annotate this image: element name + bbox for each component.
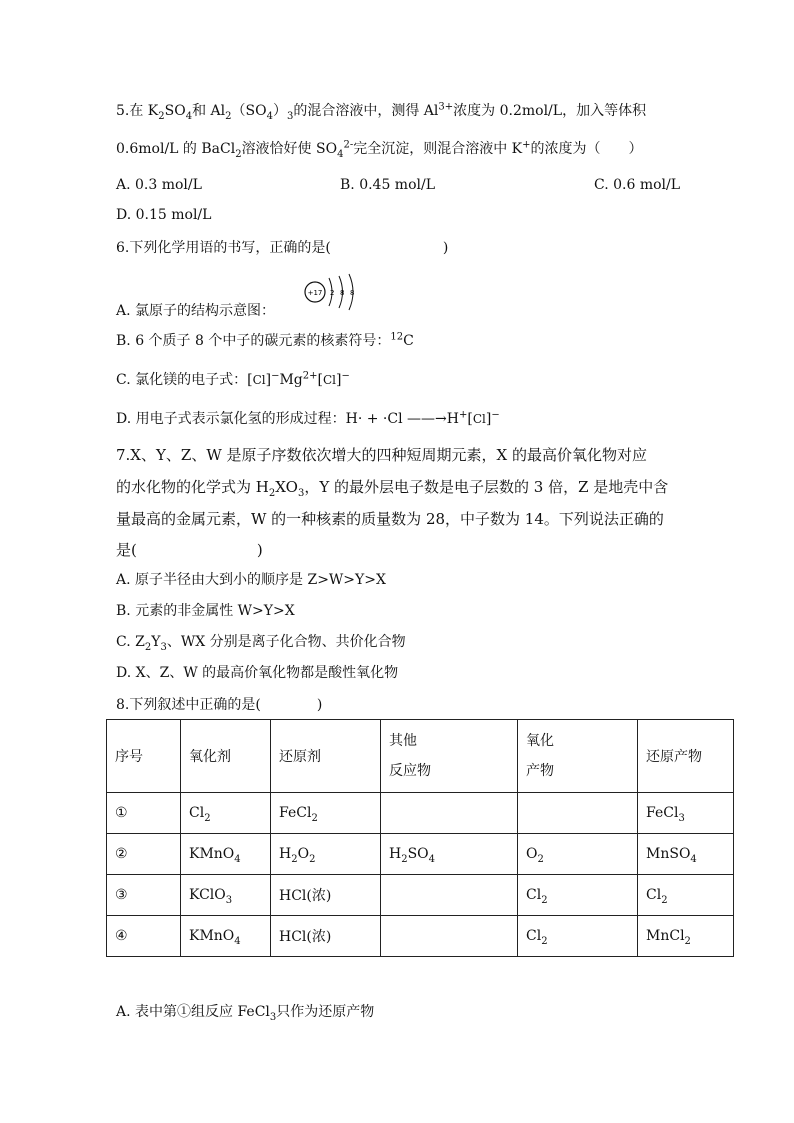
q6-option-d: D. 用电子式表示氯化氢的形成过程：H· + ·Cl ——→H+[Cl]− xyxy=(116,409,500,427)
header-other-reactants: 其他 反应物 xyxy=(381,720,518,793)
table-cell: ② xyxy=(107,834,181,875)
q5-line2: 0.6mol/L 的 BaCl$_2$溶液恰好使 $SO_4^{2-}$完全沉淀，则混合溶液中 K+的浓度为（ ） xyxy=(116,139,643,160)
q7-option-c: C. $Z_2Y_3$、WX 分别是离子化合物、共价化合物 xyxy=(116,634,406,653)
table-header-row xyxy=(107,720,734,793)
table-cell: HCl(浓) xyxy=(271,875,381,916)
header-reductant: 还原剂 xyxy=(271,720,381,793)
table-cell xyxy=(381,875,518,916)
reaction-table xyxy=(106,719,734,957)
q7-line2: 的水化物的化学式为 $H_2XO_3$，Y 的最外层电子数是电子层数的 3 倍，Z 是地壳中含 xyxy=(116,478,669,499)
table-cell: $Cl_2$ xyxy=(181,793,271,834)
table-cell: ① xyxy=(107,793,181,834)
table-cell: ③ xyxy=(107,875,181,916)
q5-option-a: A. 0.3 mol/L xyxy=(116,177,202,193)
table-cell: KClO$_3$ xyxy=(181,875,271,916)
table-cell: ④ xyxy=(107,916,181,957)
table-cell: KMnO$_4$ xyxy=(181,916,271,957)
q8-option-a: A. 表中第①组反应 FeCl$_3$只作为还原产物 xyxy=(116,1004,375,1023)
header-oxidation-product: 氧化 产物 xyxy=(518,720,638,793)
shell-1-count: 2 xyxy=(330,289,335,297)
q7-line4: 是( ) xyxy=(116,541,263,559)
table-cell: $H_2SO_4$ xyxy=(381,834,518,875)
table-cell xyxy=(381,916,518,957)
q7-option-d: D. X、Z、W 的最高价氧化物都是酸性氧化物 xyxy=(116,665,399,681)
table-cell: FeCl$_3$ xyxy=(638,793,734,834)
table-cell xyxy=(381,793,518,834)
table-cell: $Cl_2$ xyxy=(518,875,638,916)
table-cell: MnSO$_4$ xyxy=(638,834,734,875)
table-row xyxy=(107,793,734,834)
q5-option-b: B. 0.45 mol/L xyxy=(340,177,436,193)
table-row xyxy=(107,875,734,916)
q6-option-b: B. 6 个质子 8 个中子的碳元素的核素符号：$^{12}$C xyxy=(116,331,414,349)
header-index: 序号 xyxy=(107,720,181,793)
table-cell: $Cl_2$ xyxy=(518,916,638,957)
header-reduction-product: 还原产物 xyxy=(638,720,734,793)
header-oxidant: 氧化剂 xyxy=(181,720,271,793)
q8-stem: 8.下列叙述中正确的是( ) xyxy=(116,697,323,713)
q6-option-c: C. 氯化镁的电子式：$[Cl]^-Mg^{2+}[Cl]^-$ xyxy=(116,370,350,388)
table-cell: $O_2$ xyxy=(518,834,638,875)
q5-line1: 5.在 $K_2SO_4$和 $Al_2(SO_4)_3$的混合溶液中，测得 $Al^{3+}$浓度为 0.2mol/L，加入等体积 xyxy=(116,101,647,122)
table-cell: HCl(浓) xyxy=(271,916,381,957)
q7-line1: 7.X、Y、Z、W 是原子序数依次增大的四种短周期元素，X 的最高价氧化物对应 xyxy=(116,446,647,464)
table-cell: MnCl$_2$ xyxy=(638,916,734,957)
q7-option-b: B. 元素的非金属性 W>Y>X xyxy=(116,603,295,619)
table-cell: $Cl_2$ xyxy=(638,875,734,916)
q7-option-a: A. 原子半径由大到小的顺序是 Z>W>Y>X xyxy=(116,572,386,588)
q5-option-d: D. 0.15 mol/L xyxy=(116,207,212,223)
q7-line3: 量最高的金属元素，W 的一种核素的质量数为 28，中子数为 14。下列说法正确的 xyxy=(116,510,664,528)
nucleus-label: +17 xyxy=(307,289,323,297)
shell-3-count: 8 xyxy=(350,289,355,297)
table-cell: FeCl$_2$ xyxy=(271,793,381,834)
table-row xyxy=(107,834,734,875)
q6-option-a: A. 氯原子的结构示意图： xyxy=(116,303,276,319)
q6-stem: 6.下列化学用语的书写，正确的是( ) xyxy=(116,240,449,256)
chlorine-atom-diagram xyxy=(303,272,363,312)
table-cell xyxy=(518,793,638,834)
table-row xyxy=(107,916,734,957)
shell-2-count: 8 xyxy=(340,289,345,297)
table-cell: KMnO$_4$ xyxy=(181,834,271,875)
table-cell: $H_2O_2$ xyxy=(271,834,381,875)
q5-option-c: C. 0.6 mol/L xyxy=(594,177,681,193)
